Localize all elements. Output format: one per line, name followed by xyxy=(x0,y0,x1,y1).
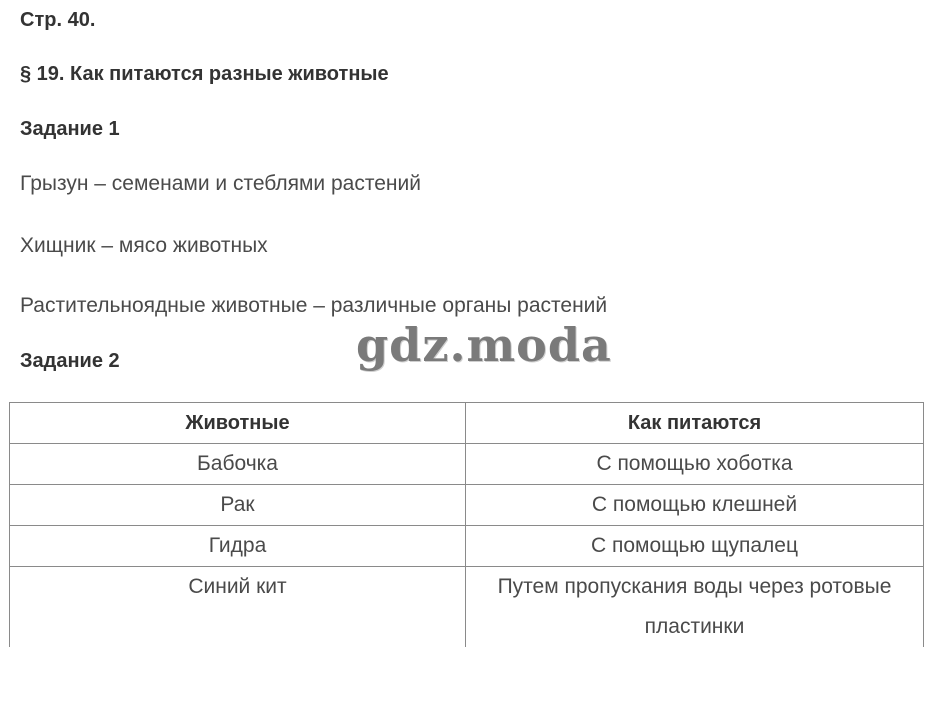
table-cell-animal: Рак xyxy=(10,485,466,526)
task-1-answer-rodent: Грызун – семенами и стеблями растений xyxy=(20,172,421,195)
table-header-feeding: Как питаются xyxy=(466,403,924,444)
page-reference: Стр. 40. xyxy=(20,9,96,31)
table-header-row xyxy=(10,403,924,444)
watermark-logo: gdz.moda xyxy=(356,318,612,372)
table-cell-feeding: С помощью клешней xyxy=(466,485,924,526)
paragraph-title: § 19. Как питаются разные животные xyxy=(20,63,389,85)
table-cell-animal: Синий кит xyxy=(10,567,466,648)
feeding-table xyxy=(9,402,924,647)
table-cell-feeding: Путем пропускания воды через ротовые пластинки xyxy=(466,567,924,648)
table-row xyxy=(10,485,924,526)
task-1-heading: Задание 1 xyxy=(20,118,120,140)
table-cell-animal: Гидра xyxy=(10,526,466,567)
task-1-answer-predator: Хищник – мясо животных xyxy=(20,234,268,257)
table-header-animals: Животные xyxy=(10,403,466,444)
table-cell-feeding: С помощью хоботка xyxy=(466,444,924,485)
table-cell-feeding: С помощью щупалец xyxy=(466,526,924,567)
table-row xyxy=(10,567,924,648)
table-row xyxy=(10,444,924,485)
task-1-answer-herbivore: Растительноядные животные – различные органы растений xyxy=(20,294,608,317)
task-2-heading: Задание 2 xyxy=(20,350,120,372)
table-row xyxy=(10,526,924,567)
table-cell-animal: Бабочка xyxy=(10,444,466,485)
